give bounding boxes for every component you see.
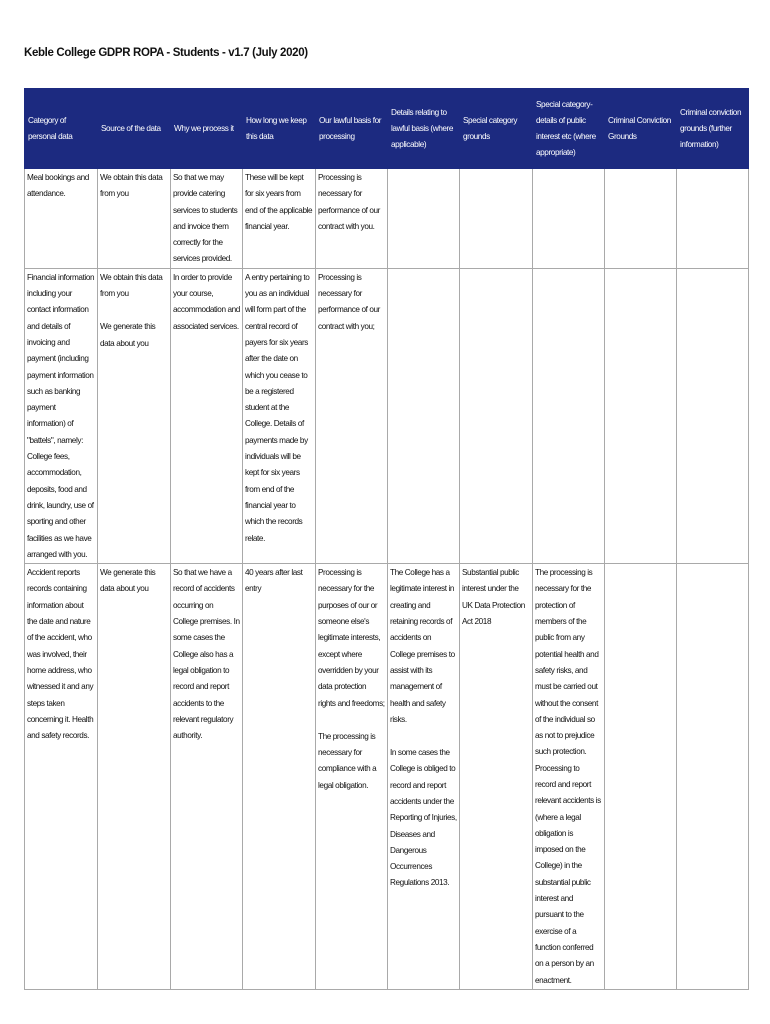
cell-text: Processing is necessary for performance of our contract with you; (318, 272, 380, 331)
document-title: Keble College GDPR ROPA - Students - v1.7 (July 2020) (24, 47, 308, 59)
cell-text: Substantial public interest under the UK Data Protection Act 2018 (462, 568, 525, 627)
cell-criminal-grounds (605, 268, 677, 563)
cell-text (679, 564, 746, 565)
cell-text: We obtain this data from you (100, 173, 163, 199)
cell-text: We generate this data about you (100, 322, 156, 348)
cell-special-details (533, 564, 605, 990)
cell-text: In some cases the College is obliged to record and report accidents under the Reporting of Injuries, Diseases and Dangerous Occurrences Regulations 2013. (390, 748, 457, 888)
cell-text: 40 years after last entry (245, 568, 303, 594)
header-source: Source of the data (98, 89, 171, 169)
cell-special-grounds (460, 169, 533, 269)
cell-text: Processing is necessary for performance of our contract with you. (318, 173, 380, 231)
cell-details (388, 268, 460, 563)
cell-why (171, 268, 243, 563)
header-criminal-further: Criminal conviction grounds (further information) (677, 89, 749, 169)
cell-special-details (533, 169, 605, 269)
cell-text: So that we may provide catering services to students and invoice them correctly for the services provided. (173, 173, 238, 264)
cell-how-long (243, 564, 316, 990)
table-row (25, 268, 749, 563)
header-special-details: Special category-details of public interest etc (where appropriate) (533, 89, 605, 169)
cell-text (535, 269, 602, 270)
cell-text: The processing is necessary for the protection of members of the public from any potential health and safety risks, and must be carried out without the consent of the individual so as not to prejudice such protection. Processing to record and report relevant accidents is (where a legal obligation is imposed on the College) in the substantial public interest and pursuant to the exercise of a function conferred on a person by an enactment. (535, 568, 601, 985)
cell-special-grounds (460, 564, 533, 990)
cell-criminal-further (677, 268, 749, 563)
header-lawful-basis: Our lawful basis for processing (316, 89, 388, 169)
cell-criminal-further (677, 169, 749, 269)
cell-text (679, 269, 746, 270)
cell-text: In order to provide your course, accommodation and associated services. (173, 272, 240, 331)
cell-text (390, 269, 457, 270)
cell-source (98, 169, 171, 269)
table-body (25, 169, 749, 990)
cell-text (607, 169, 674, 170)
cell-text (390, 169, 457, 170)
cell-text: The processing is necessary for compliance with a legal obligation. (318, 731, 377, 790)
cell-text: So that we have a record of accidents occurring on College premises. In some cases the College also has a legal obligation to record and report accidents to the relevant regulatory authority. (173, 568, 240, 741)
cell-special-details (533, 268, 605, 563)
cell-category (25, 169, 98, 269)
cell-text: Financial information including your contact information and details of invoicing and payment (including payment information such as banking payment information) of "battels", namely: College fees, accommodation, deposits, food and drink, laundry, use of sporting and other facilities as we have arranged with you. (27, 272, 95, 559)
cell-text: A entry pertaining to you as an individual will form part of the central record of payers for six years after the date on which you cease to be a registered student at the College. Details of payments made by individuals will be kept for six years from end of the financial year to which the records relate. (245, 272, 310, 543)
cell-why (171, 169, 243, 269)
cell-text (607, 564, 674, 565)
header-details: Details relating to lawful basis (where applicable) (388, 89, 460, 169)
cell-text: We generate this data about you (100, 568, 156, 594)
paragraph-gap (318, 712, 385, 728)
cell-why (171, 564, 243, 990)
header-criminal-grounds: Criminal Conviction Grounds (605, 89, 677, 169)
cell-criminal-grounds (605, 564, 677, 990)
table-row (25, 169, 749, 269)
cell-text: These will be kept for six years from end of the applicable financial year. (245, 173, 313, 231)
header-why: Why we process it (171, 89, 243, 169)
cell-category (25, 564, 98, 990)
cell-source (98, 564, 171, 990)
cell-text (535, 169, 602, 170)
header-row (25, 89, 749, 169)
cell-text: Accident reports records containing information about the date and nature of the accident, who was involved, their home address, who witnessed it and any steps taken concerning it. Health and safety records. (27, 568, 94, 741)
table-row (25, 564, 749, 990)
cell-lawful-basis (316, 169, 388, 269)
cell-text: The College has a legitimate interest in creating and retaining records of accidents on College premises to assist with its management of health and safety risks. (390, 568, 455, 724)
cell-text (679, 169, 746, 170)
header-special-grounds: Special category grounds (460, 89, 533, 169)
cell-category (25, 268, 98, 563)
cell-details (388, 564, 460, 990)
cell-text: Meal bookings and attendance. (27, 173, 89, 199)
ropa-table (24, 88, 749, 990)
cell-details (388, 169, 460, 269)
table-header (25, 89, 749, 169)
cell-how-long (243, 268, 316, 563)
header-how-long: How long we keep this data (243, 89, 316, 169)
cell-special-grounds (460, 268, 533, 563)
cell-lawful-basis (316, 564, 388, 990)
cell-text (462, 269, 530, 270)
paragraph-gap (390, 728, 457, 744)
cell-criminal-further (677, 564, 749, 990)
cell-text: We obtain this data from you (100, 272, 163, 299)
cell-text (607, 269, 674, 270)
header-category: Category of personal data (25, 89, 98, 169)
cell-lawful-basis (316, 268, 388, 563)
cell-text (462, 169, 530, 170)
cell-source (98, 268, 171, 563)
cell-criminal-grounds (605, 169, 677, 269)
cell-text: Processing is necessary for the purposes of our or someone else's legitimate interests, except where overridden by your data protection rights and freedoms; (318, 568, 385, 708)
cell-how-long (243, 169, 316, 269)
paragraph-gap (100, 302, 168, 318)
